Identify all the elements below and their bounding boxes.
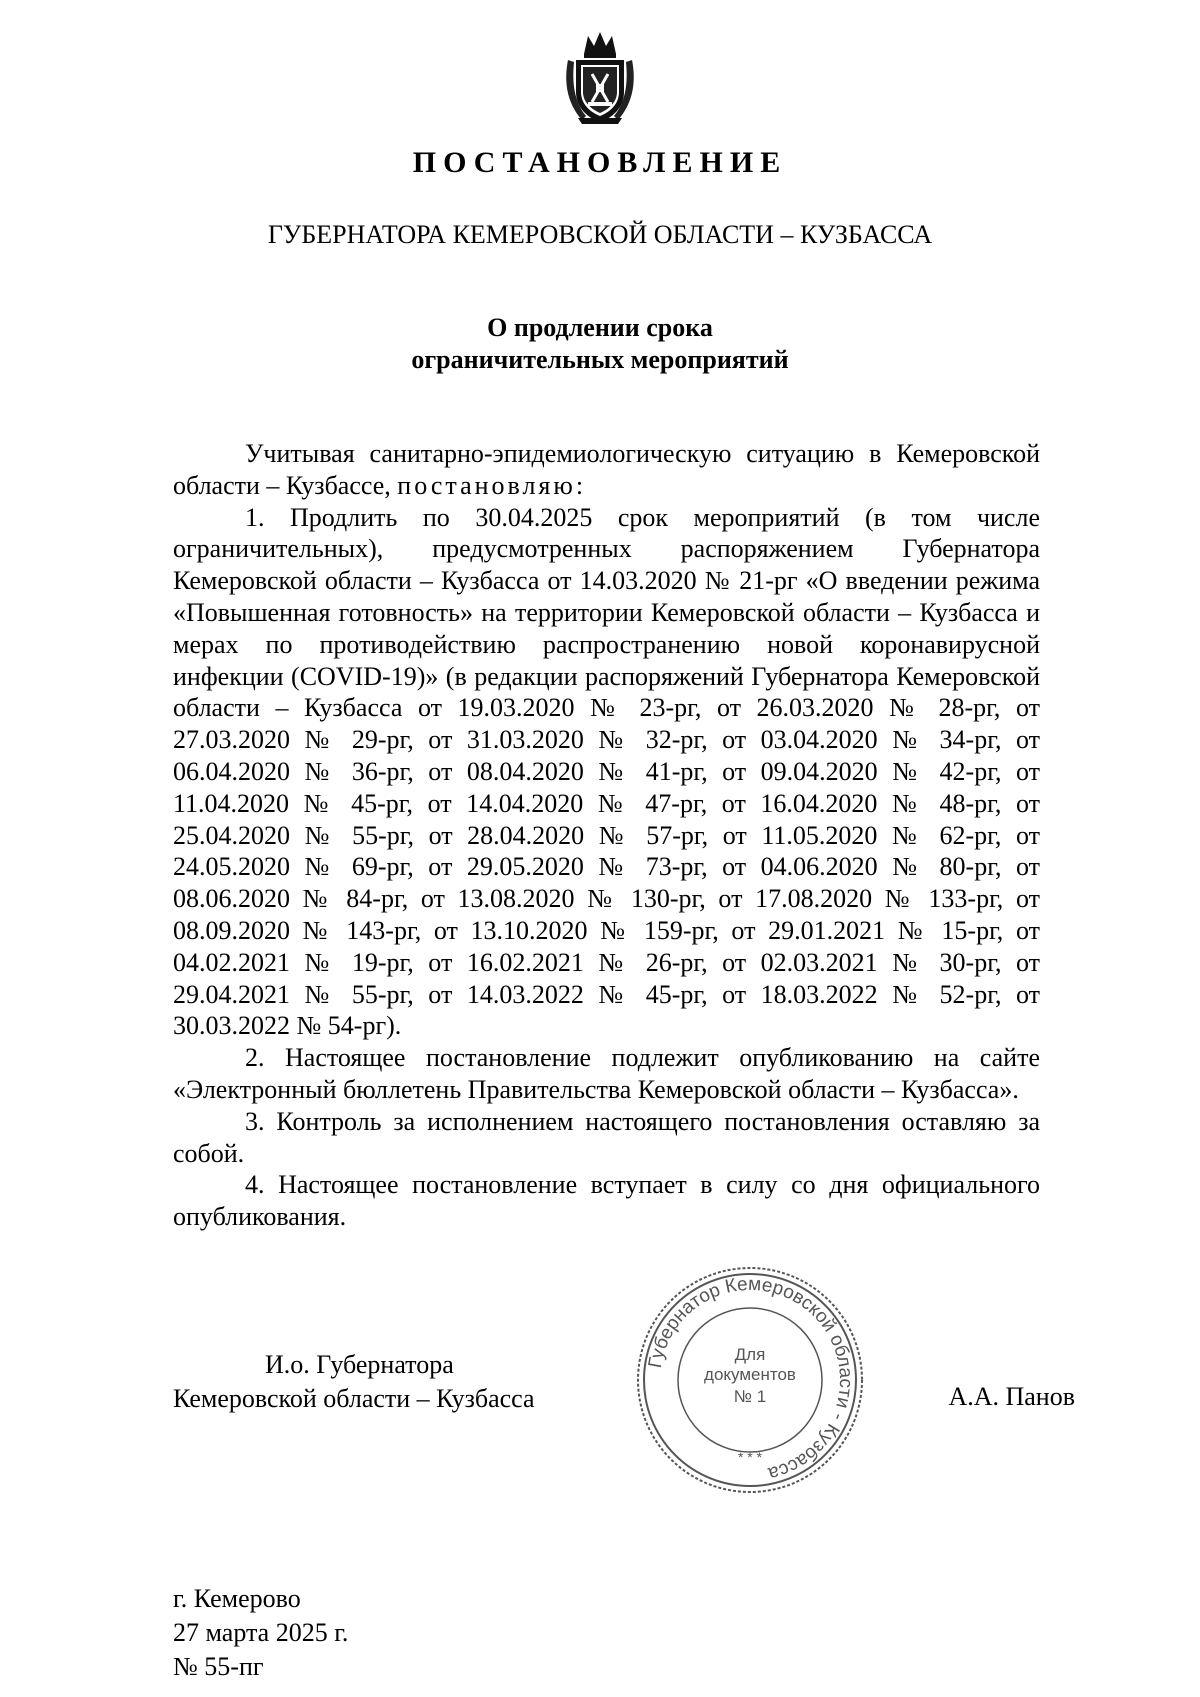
kemerovo-coat-of-arms-icon: [562, 30, 638, 126]
footer-date: 27 марта 2025 г.: [173, 1618, 349, 1647]
issuer-heading: ГУБЕРНАТОРА КЕМЕРОВСКОЙ ОБЛАСТИ – КУЗБАССА: [267, 220, 933, 249]
document-footer: [173, 1582, 348, 1684]
subject-line-2: ограничительных мероприятий: [411, 345, 789, 374]
seal-ring-text: Губернатор Кемеровской области - Кузбасса: [644, 1273, 857, 1484]
seal-center-line-1: Для: [734, 1345, 766, 1364]
document-subject: [0, 312, 1200, 376]
seal-stars: * * *: [737, 1449, 763, 1465]
intro-colon: :: [575, 470, 584, 500]
official-seal: [632, 1262, 868, 1498]
footer-city: г. Кемерово: [173, 1584, 301, 1613]
intro-paragraph: [173, 438, 1040, 502]
document-type-title: ПОСТАНОВЛЕНИЕ: [412, 146, 788, 179]
item-paragraph-1: 1. Продлить по 30.04.2025 срок мероприятий (в том числе ограничительных), предусмотренных распоряжением Губернатора Кемеровской области – Кузбасса от 14.03.2020 № 21-рг «О введении режима «Повышенная готовность» на территории Кемеровской области – Кузбасса и мерах по противодействию распространению новой коронавирусной инфекции (COVID-19)» (в редакции распоряжений Губернатора Кемеровской области – Кузбасса от 19.03.2020 № 23-рг, от 26.03.2020 № 28-рг, от 27.03.2020 № 29-рг, от 31.03.2020 № 32-рг, от 03.04.2020 № 34-рг, от 06.04.2020 № 36-рг, от 08.04.2020 № 41-рг, от 09.04.2020 № 42-рг, от 11.04.2020 № 45-рг, от 14.04.2020 № 47-рг, от 16.04.2020 № 48-рг, от 25.04.2020 № 55-рг, от 28.04.2020 № 57-рг, от 11.05.2020 № 62-рг, от 24.05.2020 № 69-рг, от 29.05.2020 № 73-рг, от 04.06.2020 № 80-рг, от 08.06.2020 № 84-рг, от 13.08.2020 № 130-рг, от 17.08.2020 № 133-рг, от 08.09.2020 № 143-рг, от 13.10.2020 № 159-рг, от 29.01.2021 № 15-рг, от 04.02.2021 № 19-рг, от 16.02.2021 № 26-рг, от 02.03.2021 № 30-рг, от 29.04.2021 № 55-рг, от 14.03.2022 № 45-рг, от 18.03.2022 № 52-рг, от 30.03.2022 № 54-рг).: [173, 502, 1040, 1041]
subject-line-1: О продлении срока: [487, 313, 713, 342]
signatory-name: А.А. Панов: [948, 1382, 1075, 1411]
seal-center-line-3: № 1: [733, 1387, 767, 1406]
signatory-title-line-1: И.о. Губернатора: [265, 1350, 454, 1379]
seal-center-line-2: документов: [704, 1365, 796, 1384]
document-body: [173, 438, 1040, 1233]
intro-text: Учитывая санитарно-эпидемиологическую ситуацию в Кемеровской области – Кузбассе,: [173, 439, 1040, 500]
signatory-title-line-2: Кемеровской области – Кузбасса: [173, 1384, 535, 1413]
decree-word: постановляю: [397, 470, 576, 500]
footer-number: № 55-пг: [173, 1652, 264, 1681]
item-paragraph-2: 2. Настоящее постановление подлежит опубликованию на сайте «Электронный бюллетень Правительства Кемеровской области – Кузбасса».: [173, 1043, 1040, 1104]
item-paragraph-3: 3. Контроль за исполнением настоящего постановления оставляю за собой.: [173, 1106, 1040, 1168]
signatory-title: [173, 1348, 535, 1416]
item-paragraph-4: 4. Настоящее постановление вступает в силу со дня официального опубликования.: [173, 1170, 1040, 1232]
